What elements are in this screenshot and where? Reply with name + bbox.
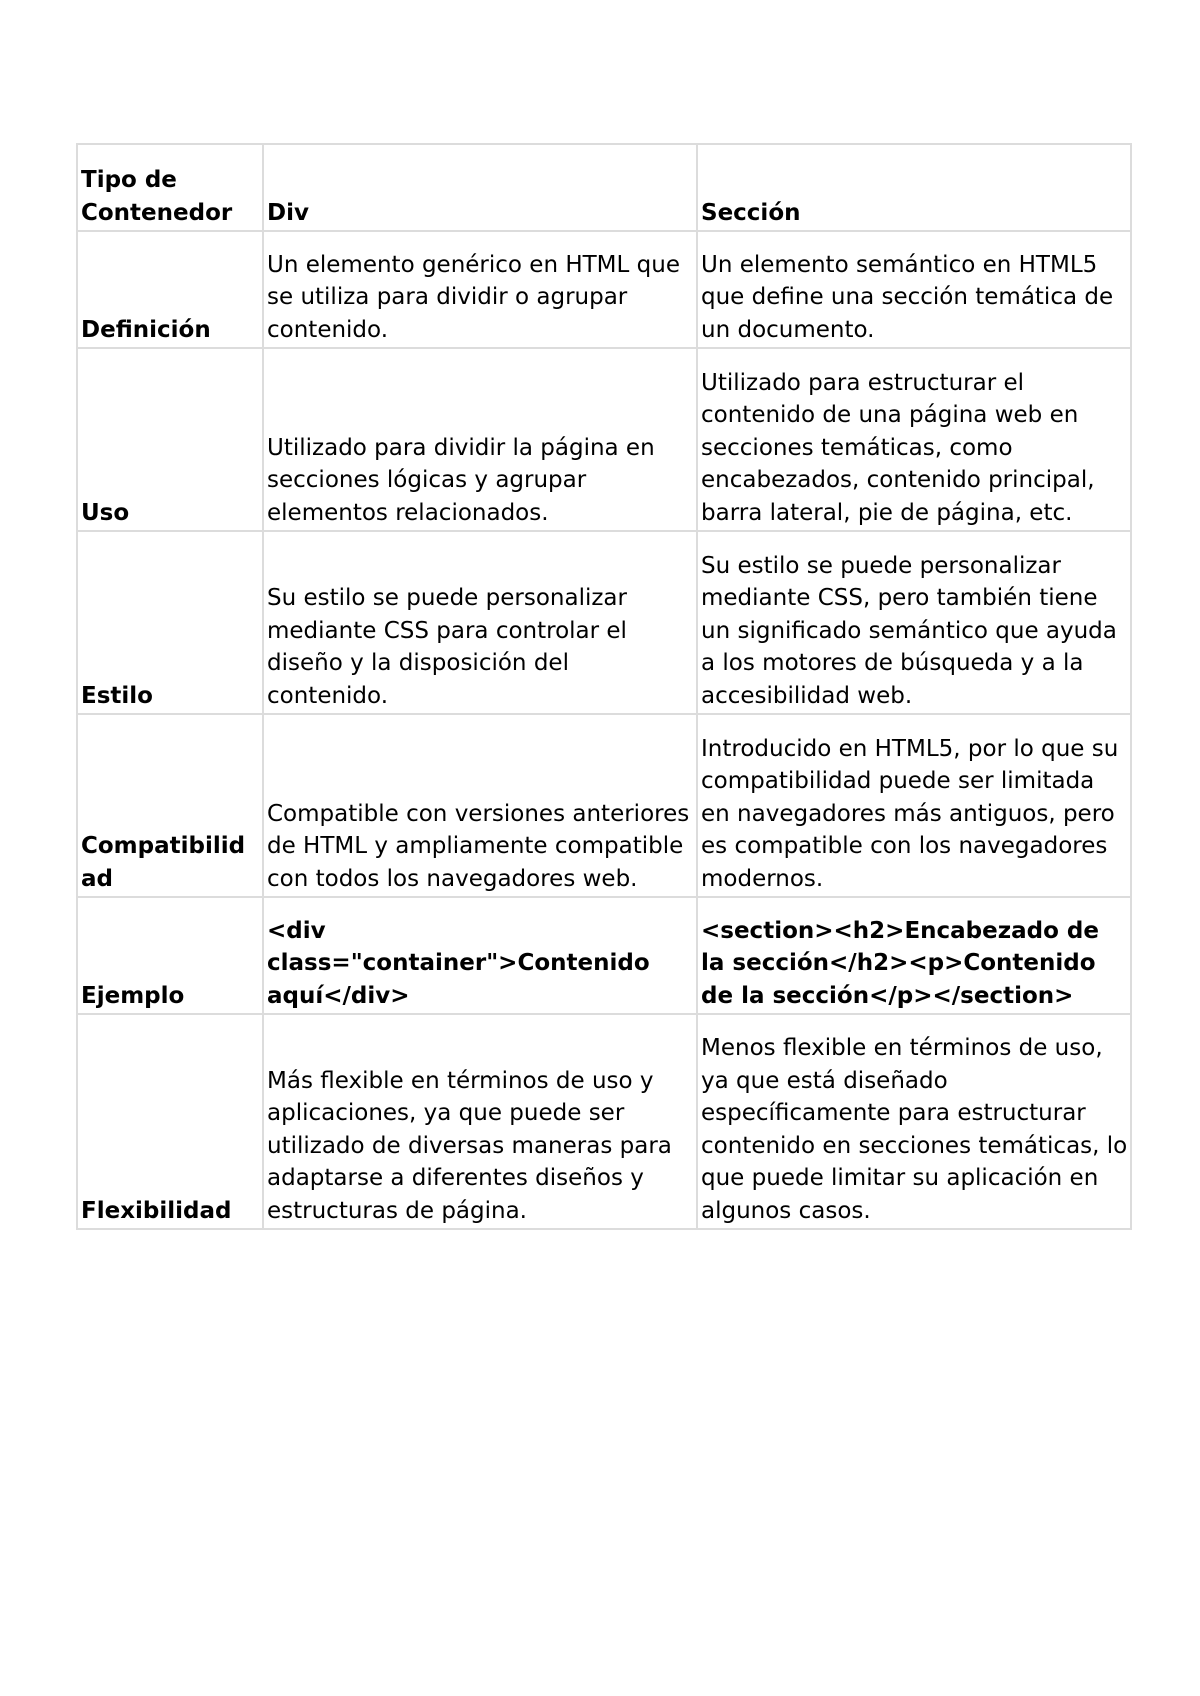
table-row-definicion — [77, 231, 1131, 348]
cell-div-compatibilidad: Compatible con versiones anteriores de HTML y ampliamente compatible con todos los navegadores web. — [263, 714, 697, 897]
cell-section-definicion: Un elemento semántico en HTML5 que define una sección temática de un documento. — [697, 231, 1131, 348]
table-row-estilo — [77, 531, 1131, 714]
header-cell-tipo-de-contenedor: Tipo de Contenedor — [77, 144, 263, 231]
cell-div-estilo: Su estilo se puede personalizar mediante CSS para controlar el diseño y la disposición del contenido. — [263, 531, 697, 714]
header-cell-div: Div — [263, 144, 697, 231]
table-row-ejemplo — [77, 897, 1131, 1014]
cell-div-ejemplo: <div class="container">Contenido aquí</div> — [263, 897, 697, 1014]
cell-div-uso: Utilizado para dividir la página en secciones lógicas y agrupar elementos relacionados. — [263, 348, 697, 531]
comparison-table — [76, 143, 1132, 1230]
cell-section-uso: Utilizado para estructurar el contenido de una página web en secciones temáticas, como encabezados, contenido principal, barra lateral, pie de página, etc. — [697, 348, 1131, 531]
row-label-estilo: Estilo — [77, 531, 263, 714]
cell-section-compatibilidad: Introducido en HTML5, por lo que su compatibilidad puede ser limitada en navegadores más antiguos, pero es compatible con los navegadores modernos. — [697, 714, 1131, 897]
row-label-definicion: Definición — [77, 231, 263, 348]
cell-section-ejemplo: <section><h2>Encabezado de la sección</h2><p>Contenido de la sección</p></section> — [697, 897, 1131, 1014]
table-row-flexibilidad — [77, 1014, 1131, 1229]
row-label-flexibilidad: Flexibilidad — [77, 1014, 263, 1229]
row-label-compatibilidad: Compatibilidad — [77, 714, 263, 897]
table-header-row — [77, 144, 1131, 231]
row-label-uso: Uso — [77, 348, 263, 531]
cell-div-flexibilidad: Más flexible en términos de uso y aplicaciones, ya que puede ser utilizado de diversas maneras para adaptarse a diferentes diseños y estructuras de página. — [263, 1014, 697, 1229]
row-label-ejemplo: Ejemplo — [77, 897, 263, 1014]
table-row-uso — [77, 348, 1131, 531]
cell-section-estilo: Su estilo se puede personalizar mediante CSS, pero también tiene un significado semántico que ayuda a los motores de búsqueda y a la accesibilidad web. — [697, 531, 1131, 714]
cell-div-definicion: Un elemento genérico en HTML que se utiliza para dividir o agrupar contenido. — [263, 231, 697, 348]
cell-section-flexibilidad: Menos flexible en términos de uso, ya que está diseñado específicamente para estructurar contenido en secciones temáticas, lo que puede limitar su aplicación en algunos casos. — [697, 1014, 1131, 1229]
table-row-compatibilidad — [77, 714, 1131, 897]
header-cell-seccion: Sección — [697, 144, 1131, 231]
